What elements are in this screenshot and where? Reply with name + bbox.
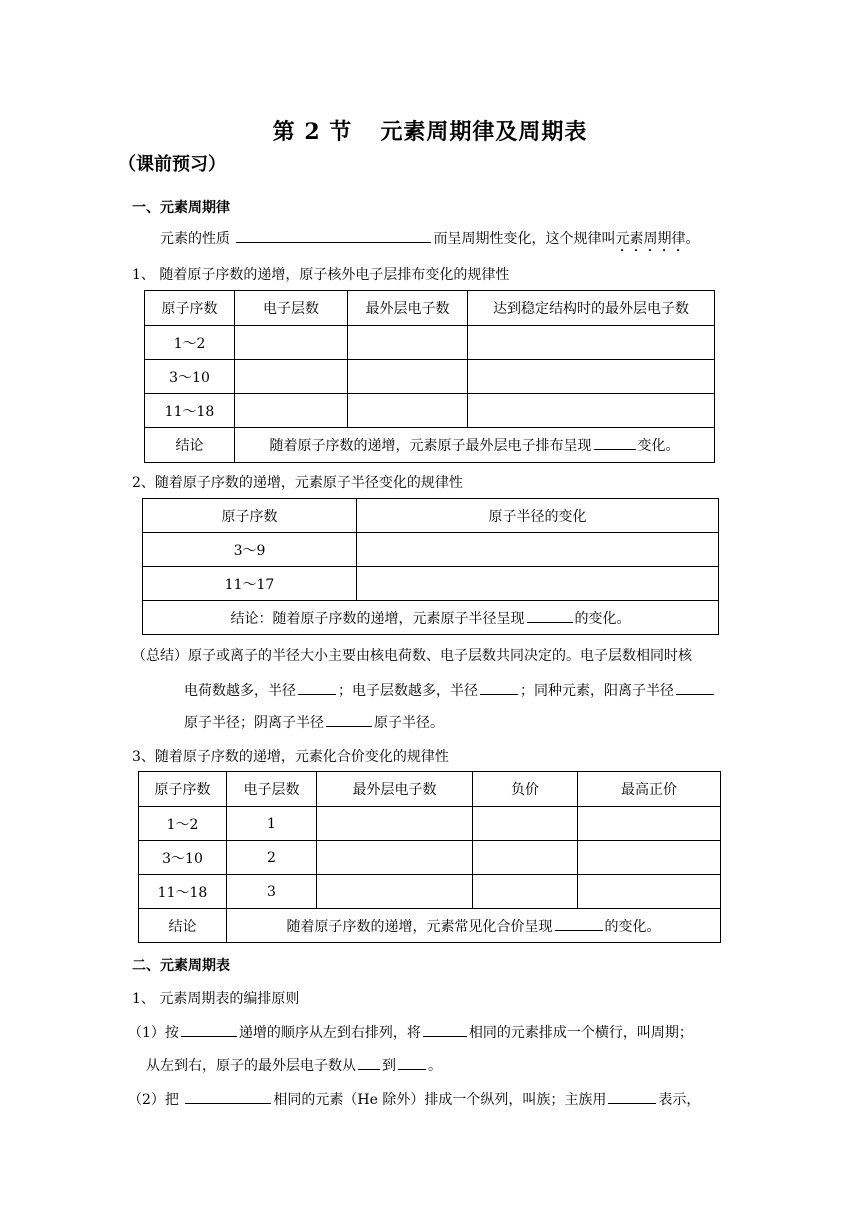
table-cell-empty[interactable] xyxy=(578,841,721,875)
summary-line-1: （总结）原子或离子的半径大小主要由核电荷数、电子层数共同决定的。电子层数相同时核 xyxy=(132,648,692,664)
fill-blank[interactable] xyxy=(555,916,603,931)
table-header: 原子序数 xyxy=(145,291,235,326)
table-cell-empty[interactable] xyxy=(473,841,578,875)
table-cell-empty[interactable] xyxy=(578,875,721,909)
table-row xyxy=(143,567,719,601)
summary-text: 原子半径。 xyxy=(374,715,444,731)
section-number: 第 2 节 xyxy=(272,119,353,145)
table-cell-empty[interactable] xyxy=(235,360,348,394)
table-cell-empty[interactable] xyxy=(468,326,715,360)
conclusion-text-b: 的变化。 xyxy=(574,610,631,627)
conclusion-label: 结论 xyxy=(145,428,235,463)
para-text: 递增的顺序从左到右排列，将 xyxy=(238,1025,421,1041)
table-cell-empty[interactable] xyxy=(468,394,715,428)
para-text: 相同的元素（He 除外）排成一个纵列，叫族；主族用 xyxy=(273,1092,607,1108)
intro-term: 元素周期律 xyxy=(615,231,686,247)
table-row xyxy=(145,428,715,463)
conclusion-text xyxy=(235,428,715,463)
fill-blank[interactable] xyxy=(358,1055,380,1070)
para-text: （1）按 xyxy=(128,1025,179,1041)
table-cell-empty[interactable] xyxy=(317,875,473,909)
fill-blank[interactable] xyxy=(181,1022,237,1037)
table-cell-empty[interactable] xyxy=(317,807,473,841)
fill-blank[interactable] xyxy=(608,1089,656,1104)
table-electron-shells xyxy=(144,290,715,463)
conclusion-text xyxy=(143,601,719,635)
table-row xyxy=(139,909,721,943)
page-subtitle: （课前预习） xyxy=(118,154,226,175)
table-cell: 3～10 xyxy=(139,841,227,875)
para-text: 从左到右，原子的最外层电子数从 xyxy=(146,1058,356,1074)
table-atomic-radius xyxy=(142,498,719,635)
table-row xyxy=(139,807,721,841)
fill-blank[interactable] xyxy=(676,680,714,695)
summary-line-2 xyxy=(184,680,716,700)
page-title xyxy=(0,115,860,146)
table-cell-empty[interactable] xyxy=(235,394,348,428)
item2-title: 2、随着原子序数的递增，元素原子半径变化的规律性 xyxy=(132,475,463,491)
fill-blank[interactable] xyxy=(185,1089,271,1104)
para-text: 到 xyxy=(382,1058,396,1074)
table-cell-empty[interactable] xyxy=(348,360,468,394)
para-text: 。 xyxy=(428,1058,442,1074)
table-cell-empty[interactable] xyxy=(578,807,721,841)
conclusion-label: 结论 xyxy=(139,909,227,943)
table-cell: 3 xyxy=(227,875,317,909)
table-cell: 2 xyxy=(227,841,317,875)
table-cell: 1～2 xyxy=(139,807,227,841)
summary-line-3 xyxy=(184,712,444,732)
item3-title: 3、随着原子序数的递增，元素化合价变化的规律性 xyxy=(132,749,449,765)
para-text: 表示， xyxy=(658,1092,701,1108)
fill-blank[interactable] xyxy=(236,228,431,243)
section-name: 元素周期律及周期表 xyxy=(380,119,588,145)
summary-text: ；电子层数越多，半径 xyxy=(338,683,478,699)
table-cell-empty[interactable] xyxy=(357,533,719,567)
table-row xyxy=(139,841,721,875)
summary-text: ；同种元素，阳离子半径 xyxy=(520,683,674,699)
table-header: 电子层数 xyxy=(235,291,348,326)
table-cell: 11～18 xyxy=(145,394,235,428)
table-cell: 11～18 xyxy=(139,875,227,909)
conclusion-text-a: 随着原子序数的递增，元素常见化合价呈现 xyxy=(286,918,553,935)
table-row xyxy=(139,875,721,909)
fill-blank[interactable] xyxy=(480,680,518,695)
table-row xyxy=(145,326,715,360)
table-header: 负价 xyxy=(473,772,578,807)
conclusion-text-a: 结论：随着原子序数的递增，元素原子半径呈现 xyxy=(230,610,525,627)
table-cell: 1 xyxy=(227,807,317,841)
table-header: 原子序数 xyxy=(143,499,357,533)
para-text: （2）把 xyxy=(128,1092,179,1108)
part1-intro xyxy=(160,228,699,255)
part2-para2-line1 xyxy=(128,1089,700,1109)
fill-blank[interactable] xyxy=(594,435,636,450)
table-cell: 3～10 xyxy=(145,360,235,394)
table-header: 原子序数 xyxy=(139,772,227,807)
table-cell: 3～9 xyxy=(143,533,357,567)
intro-text-2: 而呈周期性变化，这个规律叫 xyxy=(433,231,616,247)
conclusion-text-a: 随着原子序数的递增，元素原子最外层电子排布呈现 xyxy=(269,438,592,454)
table-row xyxy=(145,360,715,394)
table-header: 原子半径的变化 xyxy=(357,499,719,533)
table-cell: 1～2 xyxy=(145,326,235,360)
para-text: 相同的元素排成一个横行，叫周期； xyxy=(468,1025,693,1041)
table-cell-empty[interactable] xyxy=(317,841,473,875)
fill-blank[interactable] xyxy=(298,680,336,695)
part1-heading: 一、元素周期律 xyxy=(132,200,230,216)
table-cell-empty[interactable] xyxy=(235,326,348,360)
item1-title: 1、 随着原子序数的递增，原子核外电子层排布变化的规律性 xyxy=(132,267,510,283)
intro-end: 。 xyxy=(685,231,700,247)
conclusion-text xyxy=(227,909,721,943)
conclusion-text-b: 变化。 xyxy=(637,438,680,454)
table-header: 最外层电子数 xyxy=(317,772,473,807)
fill-blank[interactable] xyxy=(326,712,372,727)
table-header: 最外层电子数 xyxy=(348,291,468,326)
conclusion-text-b: 的变化。 xyxy=(604,918,661,935)
part2-heading: 二、元素周期表 xyxy=(132,958,230,974)
summary-text: 电荷数越多，半径 xyxy=(184,683,296,699)
table-row xyxy=(143,533,719,567)
table-header: 电子层数 xyxy=(227,772,317,807)
summary-text: 原子半径；阴离子半径 xyxy=(184,715,324,731)
fill-blank[interactable] xyxy=(527,608,573,623)
table-header: 最高正价 xyxy=(578,772,721,807)
table-cell-empty[interactable] xyxy=(357,567,719,601)
table-cell-empty[interactable] xyxy=(473,875,578,909)
table-cell-empty[interactable] xyxy=(468,360,715,394)
table-row xyxy=(145,394,715,428)
table-cell-empty[interactable] xyxy=(348,394,468,428)
table-cell: 11～17 xyxy=(143,567,357,601)
table-row xyxy=(143,601,719,635)
part2-item1: 1、 元素周期表的编排原则 xyxy=(132,991,300,1007)
table-cell-empty[interactable] xyxy=(473,807,578,841)
table-valence xyxy=(138,771,721,943)
fill-blank[interactable] xyxy=(398,1055,426,1070)
fill-blank[interactable] xyxy=(423,1022,467,1037)
part2-para1-line2 xyxy=(146,1055,442,1075)
table-cell-empty[interactable] xyxy=(348,326,468,360)
intro-text-1: 元素的性质 xyxy=(160,231,230,247)
table-header: 达到稳定结构时的最外层电子数 xyxy=(468,291,715,326)
part2-para1-line1 xyxy=(128,1022,693,1042)
